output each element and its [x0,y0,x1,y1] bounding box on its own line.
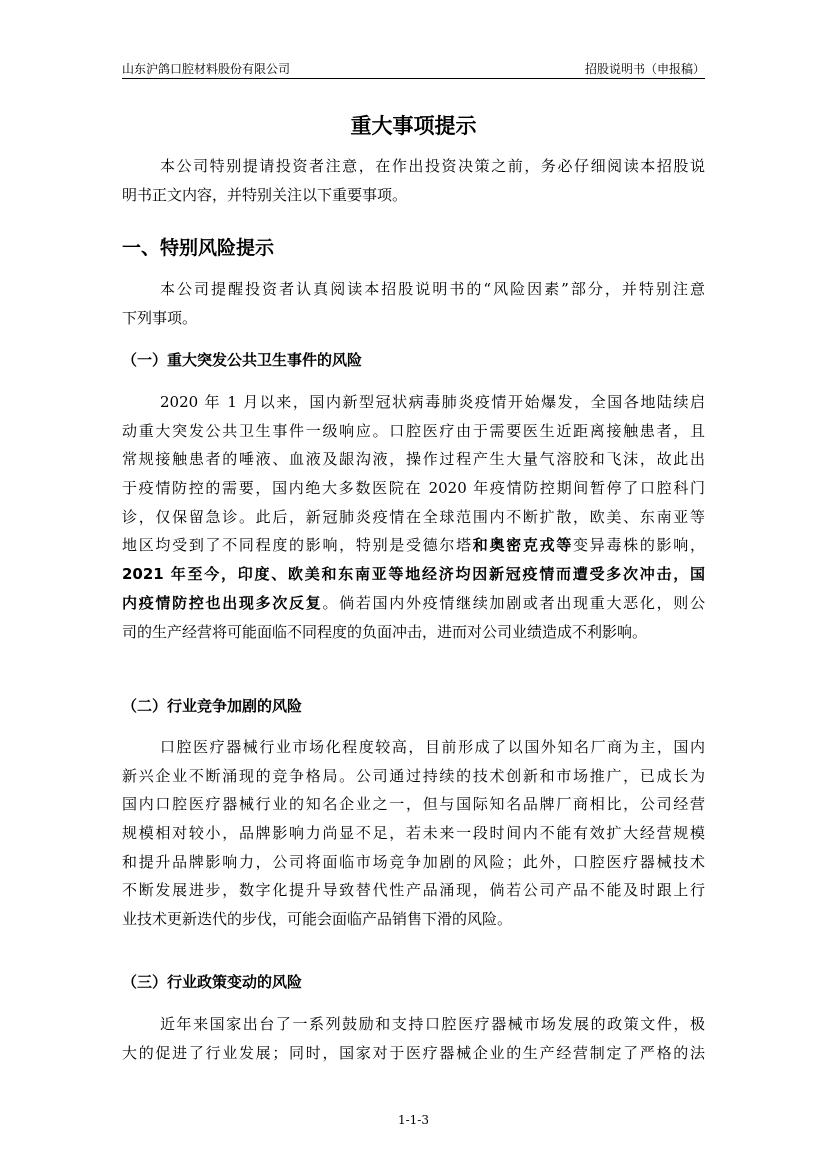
text-line: 司的生产经营将可能面临不同程度的负面冲击，进而对公司业绩造成不利影响。 [122,622,648,641]
text-line: 和提升品牌影响力，公司将面临市场竞争加剧的风险；此外，口腔医疗器械技术 [122,852,705,871]
bold-text-run: 和奥密克戎等 [472,536,574,555]
competition-risk-paragraph [122,733,705,934]
text-line: 口腔医疗器械行业市场化程度较高，目前形成了以国外知名厂商为主，国内 [160,738,705,756]
text-line: 本公司提醒投资者认真阅读本招股说明书的“风险因素”部分，并特别注意 [160,280,705,298]
text-line: 规模相对较小，品牌影响力尚显不足，若未来一段时间内不能有效扩大经营规模 [122,824,705,843]
text-run: 地区均受到了不同程度的影响，特别是受德尔塔 [122,536,473,555]
header-document-type: 招股说明书（申报稿） [584,62,705,76]
text-line: 2020 年 1 月以来，国内新型冠状病毒肺炎疫情开始爆发，全国各地陆续启 [160,393,705,411]
text-line: 诊，仅保留急诊。此后，新冠肺炎疫情在全球范围内不断扩散，欧美、东南亚等 [122,507,705,526]
page-number: 1-1-3 [397,1113,429,1127]
page-title: 重大事项提示 [350,114,477,138]
intro-paragraph [122,152,705,209]
text-line [122,589,705,618]
text-run: 变异毒株的影响， [573,536,705,555]
section-heading: 一、特别风险提示 [122,237,275,259]
text-line: 于疫情防控的需要，国内绝大多数医院在 2020 年疫情防控期间暂停了口腔科门 [122,479,705,498]
text-line: 明书正文内容，并特别关注以下重要事项。 [122,185,408,204]
text-line: 动重大突发公共卫生事件一级响应。口腔医疗由于需要医生近距离接触患者，且 [122,421,705,440]
text-run: 。倘若国内外疫情继续加剧或者出现重大恶化，则公 [322,593,705,612]
text-line: 新兴企业不断涌现的竞争格局。公司通过持续的技术创新和市场推广，已成长为 [122,766,705,785]
text-line: 近年来国家出台了一系列鼓励和支持口腔医疗器械市场发展的政策文件，极 [160,1015,705,1033]
subsection-heading-public-health: （一）重大突发公共卫生事件的风险 [122,351,363,369]
header-company-name: 山东沪鸽口腔材料股份有限公司 [122,62,291,76]
subsection-heading-competition: （二）行业竞争加剧的风险 [122,697,303,715]
text-line: 常规接触患者的唾液、血液及龈沟液，操作过程产生大量气溶胶和飞沫，故此出 [122,450,705,469]
page-header [122,58,705,79]
text-line: 大的促进了行业发展；同时，国家对于医疗器械企业的生产经营制定了严格的法 [122,1043,705,1062]
text-line: 国内口腔医疗器械行业的知名企业之一，但与国际知名品牌厂商相比，公司经营 [122,795,705,814]
text-line: 本公司特别提请投资者注意，在作出投资决策之前，务必仔细阅读本招股说 [160,157,705,175]
bold-text-line: 2021 年至今，印度、欧美和东南亚等地经济均因新冠疫情而遭受多次冲击，国 [122,565,705,584]
bold-text-run: 内疫情防控也出现多次反复 [122,593,323,612]
section-intro-paragraph [122,275,705,332]
policy-risk-paragraph [122,1010,705,1067]
public-health-risk-paragraph [122,388,705,646]
text-line [122,531,705,560]
text-line: 不断发展进步，数字化提升导致替代性产品涌现，倘若公司产品不能及时跟上行 [122,881,705,900]
text-line: 业技术更新迭代的步伐，可能会面临产品销售下滑的风险。 [122,910,513,929]
text-line: 下列事项。 [122,308,198,327]
subsection-heading-policy: （三）行业政策变动的风险 [122,973,303,991]
